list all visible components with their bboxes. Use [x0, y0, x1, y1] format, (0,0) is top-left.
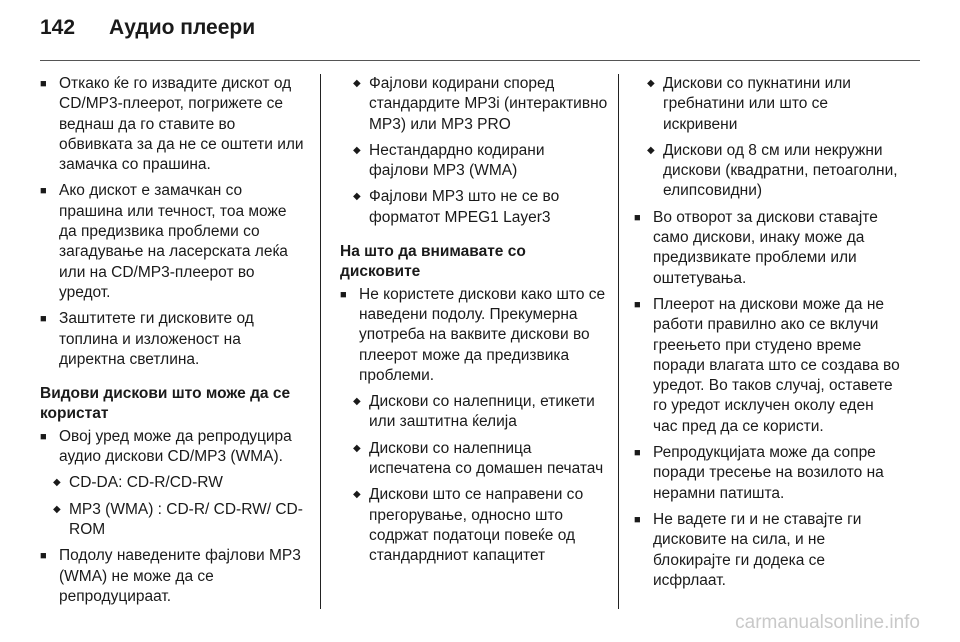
column-right — [634, 74, 902, 597]
bullet-item: ■ Откако ќе го извадите дискот од CD/MP3-плеерот, погрижете се веднаш да го ставите во обвивката за да не се оштети или замачка со прашина. — [40, 74, 308, 175]
column-divider — [618, 74, 619, 609]
section-heading: Видови дискови што може да се користат — [40, 385, 291, 423]
column-left — [40, 74, 308, 613]
header-divider — [40, 60, 920, 61]
bullet-item: ■ Овој уред може да репродуцира аудио дискови CD/MP3 (WMA). — [40, 427, 308, 468]
bullet-item: ■ Не користете дискови како што се наведени подолу. Прекумерна употреба на ваквите дискови во плеерот може да предизвика проблеми. — [340, 285, 608, 386]
sub-item: ◆ Дискови со пукнатини или гребнатини или што се искривени — [634, 74, 902, 135]
sub-item: ◆ Фајлови MP3 што не се во форматот MPEG1 Layer3 — [340, 187, 608, 228]
watermark: carmanualsonline.info — [735, 612, 920, 633]
page-title: Аудио плеери — [109, 16, 256, 39]
sub-item: ◆ MP3 (WMA) : CD-R/ CD-RW/ CD-ROM — [40, 500, 308, 541]
sub-item: ◆ CD-DA: CD-R/CD-RW — [40, 473, 308, 493]
bullet-item: ■ Во отворот за дискови ставајте само дискови, инаку може да предизвикате проблеми или оштетувања. — [634, 208, 902, 289]
bullet-item: ■ Подолу наведените фајлови MP3 (WMA) не може да се репродуцираат. — [40, 546, 308, 607]
sub-item: ◆ Дискови што се направени со прегорување, односно што содржат податоци повеќе од стандардниот капацитет — [340, 485, 608, 566]
column-divider — [320, 74, 321, 609]
sub-item: ◆ Фајлови кодирани според стандардите MP3i (интерактивно MP3) или MP3 PRO — [340, 74, 608, 135]
sub-item: ◆ Дискови со налепница испечатена со домашен печатач — [340, 439, 608, 480]
bullet-item: ■ Ако дискот е замачкан со прашина или течност, тоа може да предизвика проблеми со загадување на ласерската леќа или на CD/MP3-плеерот во уредот. — [40, 181, 308, 303]
bullet-item: ■ Заштитете ги дисковите од топлина и изложеност на директна светлина. — [40, 309, 308, 370]
sub-item: ◆ Дискови со налепници, етикети или заштитна ќелија — [340, 392, 608, 433]
bullet-item: ■ Не вадете ги и не ставајте ги дисковите на сила, и не блокирајте ги додека се исфрлаат. — [634, 510, 902, 591]
bullet-item: ■ Репродукцијата може да сопре поради тресење на возилото на нерамни патишта. — [634, 443, 902, 504]
sub-item: ◆ Нестандардно кодирани фајлови MP3 (WMA) — [340, 141, 608, 182]
bullet-item: ■ Плеерот на дискови може да не работи правилно ако се вклучи греењето при студено време поради влагата што се создава во уредот. Во таков случај, оставете го уредот исклучен околу еден час пред да се користи. — [634, 295, 902, 437]
page-header — [40, 16, 255, 46]
sub-item: ◆ Дискови од 8 см или некружни дискови (квадратни, петоаголни, елипсовидни) — [634, 141, 902, 202]
section-heading: На што да внимавате со дисковите — [340, 243, 526, 281]
column-middle — [340, 74, 608, 573]
page-number: 142 — [40, 16, 76, 39]
